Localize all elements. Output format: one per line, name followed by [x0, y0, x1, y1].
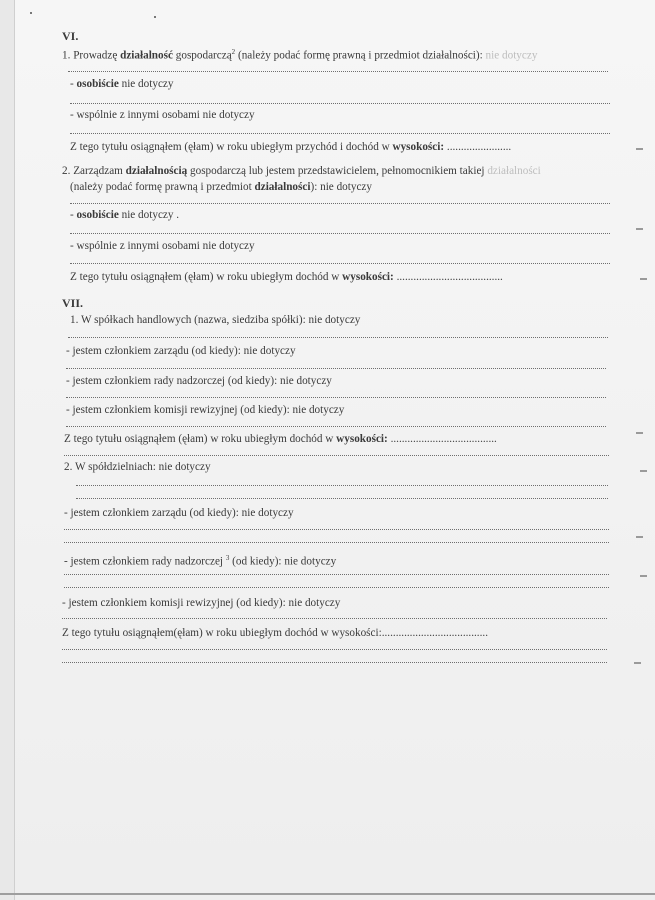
scan-mark [636, 148, 643, 150]
text-fragment-bold: osobiście [76, 78, 119, 90]
text-fragment-bold: wysokości: [392, 141, 445, 153]
section-vii-item1-board: - jestem członkiem zarządu (od kiedy): nie dotyczy [66, 345, 296, 357]
section-vii-item2-supervisory [64, 551, 336, 569]
text-fragment-bold: osobiście [76, 209, 119, 221]
text-fragment: Z tego tytułu osiągnąłem (ęłam) w roku ubiegłym dochód w [70, 271, 343, 283]
text-fragment: gospodarczą [172, 49, 232, 62]
scan-mark [636, 536, 643, 538]
fill-line [68, 336, 608, 338]
text-fragment-bold: działalności [254, 181, 311, 193]
scan-mark [636, 432, 643, 434]
section-vii-heading: VII. [62, 296, 84, 310]
scan-speck [154, 16, 156, 18]
text-fragment: 2. Zarządzam [62, 165, 126, 177]
text-fragment-bold: działalnością [125, 165, 188, 177]
text-fragment-faded: działalności [487, 165, 541, 177]
fill-line [62, 648, 607, 650]
text-fragment: nie dotyczy . [118, 209, 180, 221]
section-vi-item1-income [70, 140, 511, 154]
section-vii-item2-text: 2. W spółdzielniach: nie dotyczy [64, 461, 211, 473]
fill-line [70, 102, 610, 104]
scan-bottom-edge [0, 893, 655, 895]
section-vi-item2-income [70, 270, 503, 284]
text-fragment-bold: wysokości: [336, 433, 388, 445]
text-fragment: 1. Prowadzę [62, 49, 121, 62]
fill-line [64, 586, 609, 588]
scan-mark [640, 470, 647, 472]
section-vi-item2-personal [70, 208, 179, 222]
fill-line [70, 232, 610, 234]
section-vii-item1-text: 1. W spółkach handlowych (nazwa, siedziba spółki): nie dotyczy [70, 314, 361, 326]
scan-mark [640, 278, 647, 280]
declaration-page [14, 0, 655, 900]
section-vi-item1-personal [70, 77, 173, 91]
section-vii-item1-audit: - jestem członkiem komisji rewizyjnej (od kiedy): nie dotyczy [66, 404, 345, 416]
text-fragment: ...................................... [393, 271, 503, 283]
fill-line [70, 262, 610, 264]
fill-line [64, 541, 609, 543]
section-vii-item1-supervisory: - jestem członkiem rady nadzorczej (od kiedy): nie dotyczy [66, 375, 332, 387]
footnote-marker: 3 [225, 554, 230, 562]
fill-line [64, 454, 609, 456]
section-vi-item2-joint: - wspólnie z innymi osobami nie dotyczy [70, 240, 255, 252]
fill-line [70, 202, 610, 204]
text-fragment: Z tego tytułu osiągnąłem (ęłam) w roku ubiegłym dochód w [64, 433, 337, 445]
text-fragment: ....................... [444, 141, 512, 153]
section-vi-heading: VI. [62, 29, 79, 43]
scan-mark [634, 662, 641, 664]
scan-speck [30, 12, 32, 14]
fill-line [70, 132, 610, 134]
section-vii-item1-income [64, 432, 497, 446]
text-fragment: - jestem członkiem rady nadzorczej [64, 555, 226, 568]
fill-line [64, 573, 609, 575]
fill-line [68, 70, 608, 72]
fill-line [66, 425, 606, 427]
text-fragment: - [70, 209, 77, 221]
text-fragment: (od kiedy): nie dotyczy [229, 555, 337, 568]
text-fragment: Z tego tytułu osiągnąłem (ęłam) w roku ubiegłym przychód i dochód w [70, 141, 393, 153]
section-vi-item1-joint: - wspólnie z innymi osobami nie dotyczy [70, 109, 255, 121]
fill-line [64, 528, 609, 530]
fill-line [66, 367, 606, 369]
text-fragment-bold: wysokości: [342, 271, 394, 283]
fill-line [76, 484, 608, 486]
text-fragment: gospodarczą lub jestem przedstawicielem, pełnomocnikiem takiej [187, 165, 488, 177]
fill-line [62, 617, 607, 619]
scan-left-edge [0, 0, 14, 900]
section-vii-item2-audit: - jestem członkiem komisji rewizyjnej (od kiedy): nie dotyczy [62, 597, 341, 609]
text-fragment: ): nie dotyczy [310, 181, 372, 193]
section-vi-item2-text [62, 164, 541, 178]
scan-mark [636, 228, 643, 230]
fill-line [66, 396, 606, 398]
footnote-marker: 2 [231, 48, 236, 56]
section-vii-item2-board: - jestem członkiem zarządu (od kiedy): nie dotyczy [64, 507, 294, 519]
text-fragment: (należy podać formę prawną i przedmiot [70, 181, 255, 193]
text-fragment: nie dotyczy [118, 78, 174, 90]
text-fragment: (należy podać formę prawną i przedmiot działalności): [235, 49, 486, 62]
section-vii-item2-income: Z tego tytułu osiągnąłem(ęłam) w roku ubiegłym dochód w wysokości:...................................... [62, 627, 488, 639]
fill-line [76, 497, 608, 499]
scan-mark [640, 575, 647, 577]
text-fragment: - [70, 78, 77, 90]
fill-line [62, 661, 607, 663]
text-fragment: ...................................... [387, 433, 497, 445]
text-fragment-bold: działalność [120, 49, 173, 62]
section-vi-item2-text-cont [70, 180, 372, 194]
section-vi-item1-text [62, 45, 537, 63]
text-fragment-faded: nie dotyczy [485, 49, 538, 62]
